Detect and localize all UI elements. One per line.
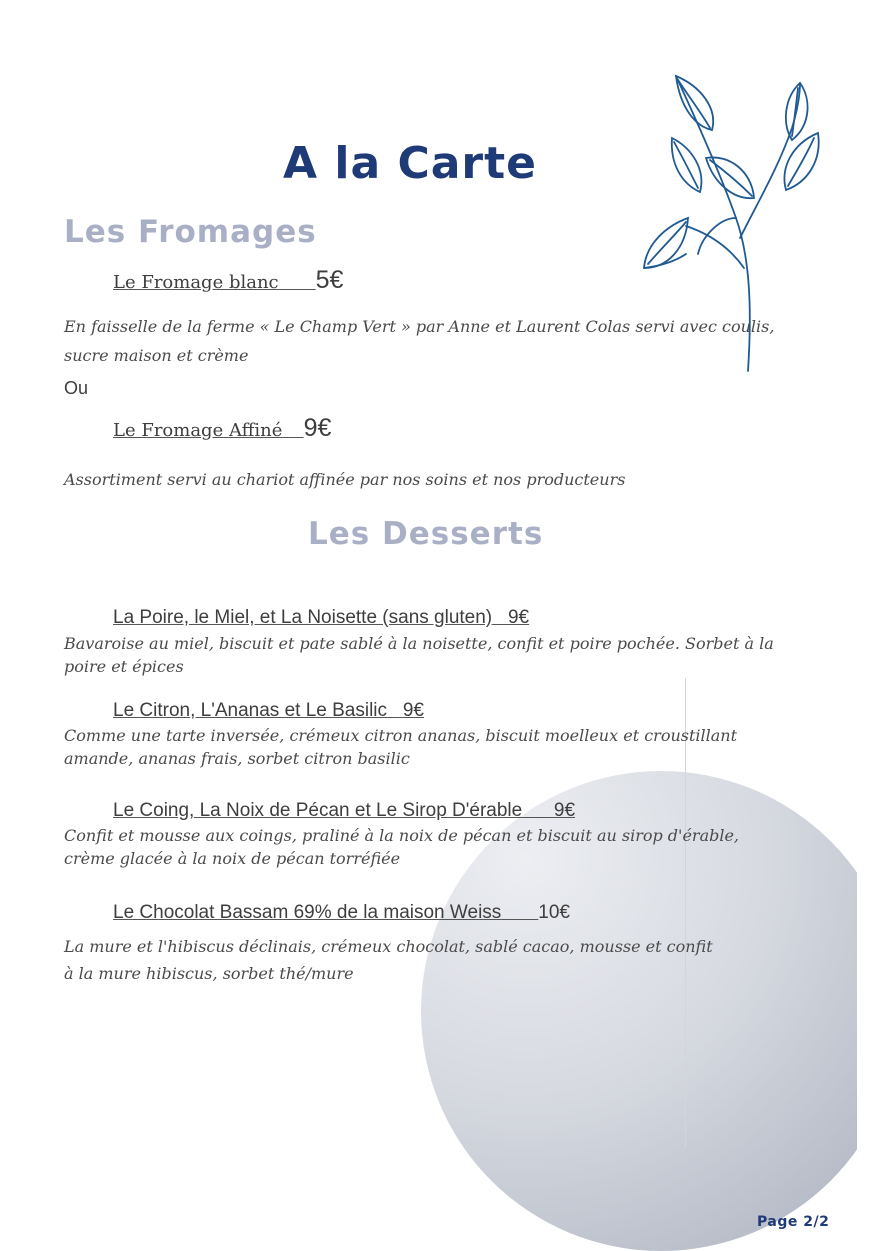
item-name: Le Fromage blanc [113, 272, 279, 293]
item-price: 9€ [553, 800, 576, 821]
item-name: Le Fromage Affiné [113, 420, 283, 441]
item-name: Le Coing, La Noix de Pécan et Le Sirop D'érable [113, 800, 523, 821]
menu-item-coing [113, 800, 575, 822]
menu-item-poire [113, 607, 529, 629]
menu-item-chocolat [113, 902, 570, 924]
item-description: Comme une tarte inversée, crémeux citron ananas, biscuit moelleux et croustillant amande, ananas frais, sorbet citron basilic [64, 726, 738, 768]
item-description: Confit et mousse aux coings, praliné à la noix de pécan et biscuit au sirop d'érable, crème glacée à la noix de pécan torréfiée [64, 826, 740, 868]
item-description: En faisselle de la ferme « Le Champ Vert » par Anne et Laurent Colas servi avec coulis, sucre maison et crème [64, 317, 775, 365]
menu-item-citron [113, 700, 424, 722]
item-name: Le Citron, L'Ananas et Le Basilic [113, 700, 388, 721]
item-price: 9€ [507, 607, 530, 628]
page-number: Page 2/2 [757, 1214, 830, 1230]
page-title: A la Carte [282, 138, 538, 189]
item-price: 5€ [315, 266, 344, 294]
item-name: Le Chocolat Bassam 69% de la maison Weiss [113, 902, 502, 923]
item-leader [282, 420, 303, 441]
item-leader [279, 272, 316, 293]
item-description: Assortiment servi au chariot affinée par nos soins et nos producteurs [64, 470, 626, 489]
menu-item-fromage-blanc [113, 266, 343, 295]
item-price: 10€ [538, 902, 570, 923]
item-leader [387, 700, 403, 721]
item-leader [522, 800, 554, 821]
item-description: La mure et l'hibiscus déclinais, crémeux chocolat, sablé cacao, mousse et confit à la mure hibiscus, sorbet thé/mure [64, 937, 713, 983]
page-edge [857, 0, 875, 1241]
item-leader [492, 607, 508, 628]
or-separator: Ou [64, 378, 89, 398]
item-description: Bavaroise au miel, biscuit et pate sablé à la noisette, confit et poire pochée. Sorbet à la poire et épices [64, 634, 774, 676]
menu-item-fromage-affine [113, 414, 331, 443]
item-price: 9€ [303, 414, 332, 442]
item-name: La Poire, le Miel, et La Noisette (sans gluten) [113, 607, 493, 628]
section-heading-fromages: Les Fromages [64, 214, 317, 250]
section-heading-desserts: Les Desserts [308, 516, 544, 552]
item-price: 9€ [402, 700, 424, 721]
item-leader [501, 902, 538, 923]
